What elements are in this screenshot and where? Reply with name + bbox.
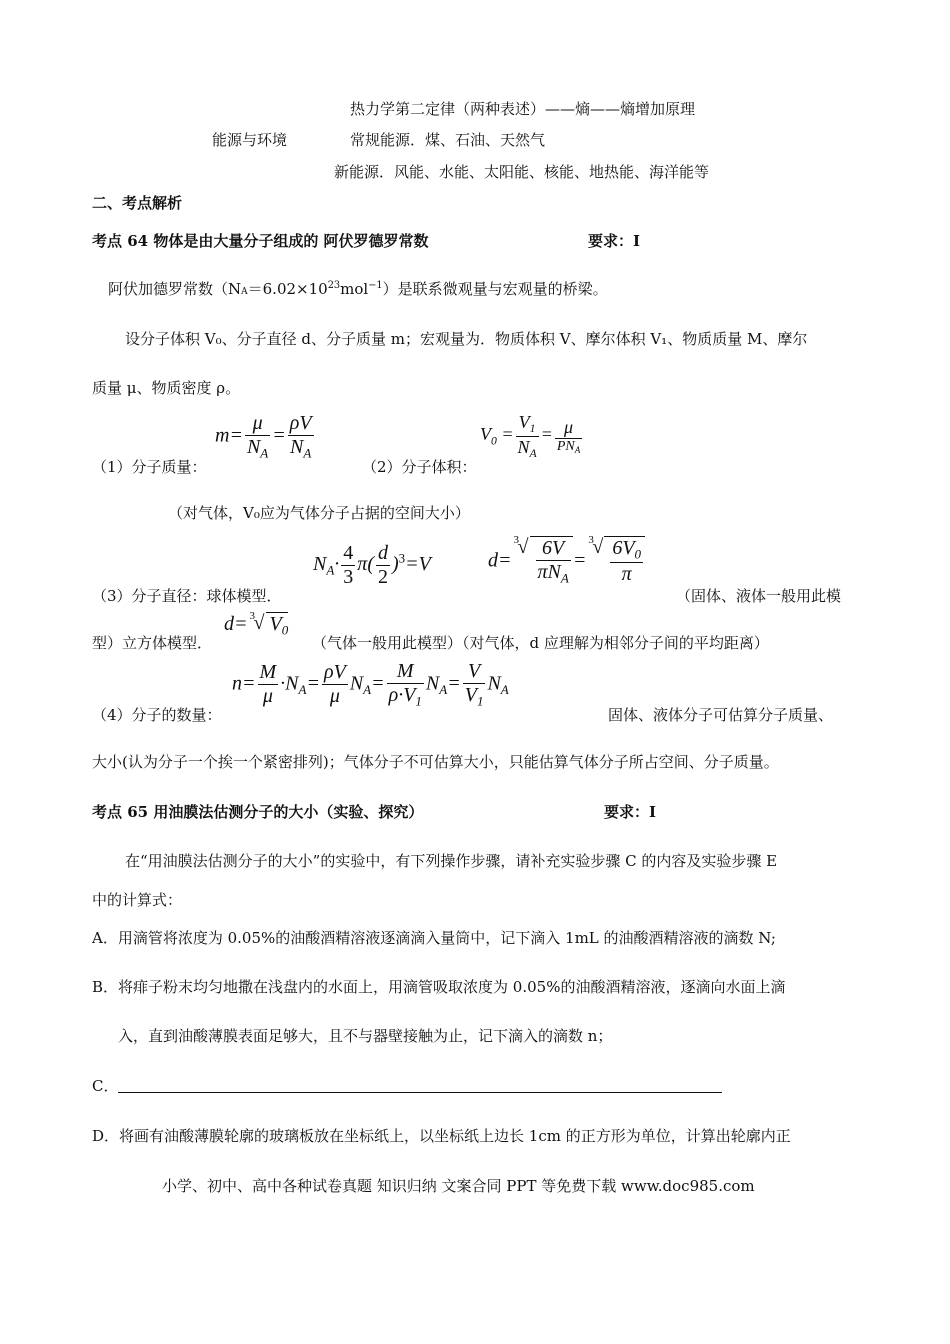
- formula-molecule-count: n= $\frac{M}{\mu}$ $\cdot N_A=$ $\frac{\rho V}{\mu}$ $N_A=$ $\frac{M}{\rho\cdot V_1}$ $N_A=$ $\frac{V}{V_1}$ $N_A$: [232, 660, 509, 709]
- outline-line-1: 热力学第二定律（两种表述）——熵——熵增加原理: [350, 100, 696, 118]
- kp65-title: 考点 65 用油膜法估测分子的大小（实验、探究）: [92, 803, 424, 821]
- item-cube-model-tail: （气体一般用此模型）（对气体，d 应理解为相邻分子间的平均距离）: [312, 634, 769, 652]
- kp64-definitions-cont: 质量 μ、物质密度 ρ。: [92, 379, 241, 397]
- outline-energy-label: 能源与环境: [212, 131, 288, 149]
- note-gas-volume: （对气体，V₀应为气体分子占据的空间大小）: [168, 504, 470, 522]
- step-c-blank-line[interactable]: [118, 1092, 722, 1093]
- outline-line-3: 新能源．风能、水能、太阳能、核能、地热能、海洋能等: [334, 163, 710, 181]
- item-molecule-volume-label: （2）分子体积：: [362, 458, 477, 476]
- footer-text: 小学、初中、高中各种试卷真题 知识归纳 文案合同 PPT 等免费下载 www.doc985.com: [162, 1177, 755, 1195]
- formula-diameter: d= 3 √ $\frac{6V}{\pi N_A}$ = 3 √ $\frac{6V_0}{\pi}$: [488, 536, 645, 586]
- formula-molecule-volume: $V_0$ = $\frac{V_1}{N_A}$ = $\frac{\mu}{PN_A}$: [480, 412, 581, 460]
- formula-cube-model: d= 3 √ $V_0$: [224, 610, 289, 638]
- formula-molecule-mass: m= $\frac{\mu}{N_A}$ = $\frac{\rho V}{N_A}$: [215, 412, 312, 461]
- kp64-avogadro-paragraph: 阿伏加德罗常数$(NA=6.02\times 10^{23}mol^{-1})$是联系微观量与宏观量的桥梁。: [108, 280, 608, 298]
- step-a: A．用滴管将浓度为 0.05%的油酸酒精溶液逐滴滴入量筒中，记下滴入 1mL 的油酸酒精溶液的滴数 N;: [92, 929, 776, 947]
- item-diameter-label: （3）分子直径：球体模型．: [92, 587, 282, 605]
- item-count-label: （4）分子的数量：: [92, 706, 222, 724]
- section-title: 二、考点解析: [92, 194, 183, 212]
- kp64-last-paragraph: 大小(认为分子一个挨一个紧密排列)；气体分子不可估算大小，只能估算气体分子所占空间、分子质量。: [92, 753, 779, 771]
- step-d: D．将画有油酸薄膜轮廓的玻璃板放在坐标纸上，以坐标纸上边长 1cm 的正方形为单位，计算出轮廓内正: [92, 1127, 791, 1145]
- kp64-requirement: 要求：Ⅰ: [588, 232, 641, 250]
- kp65-intro-cont: 中的计算式：: [92, 891, 183, 909]
- outline-line-2: 常规能源．煤、石油、天然气: [350, 131, 546, 149]
- step-b: B．将痱子粉末均匀地撒在浅盘内的水面上，用滴管吸取浓度为 0.05%的油酸酒精溶液，逐滴向水面上滴: [92, 978, 786, 996]
- formula-sphere-model: $N_A\cdot$ $\frac{4}{3}$ π( $\frac{d}{2}$ )$^3$=V: [313, 542, 431, 588]
- step-b-cont: 入，直到油酸薄膜表面足够大，且不与器壁接触为止，记下滴入的滴数 n；: [118, 1027, 613, 1045]
- kp64-definitions: 设分子体积 V₀、分子直径 d、分子质量 m；宏观量为．物质体积 V、摩尔体积 V₁、物质质量 M、摩尔: [125, 330, 808, 348]
- kp65-requirement: 要求：Ⅰ: [604, 803, 657, 821]
- kp64-title: 考点 64 物体是由大量分子组成的 阿伏罗德罗常数: [92, 232, 429, 250]
- item-molecule-mass-label: （1）分子质量：: [92, 458, 207, 476]
- kp65-intro: 在“用油膜法估测分子的大小”的实验中，有下列操作步骤，请补充实验步骤 C 的内容及实验步骤 E: [125, 852, 778, 870]
- item-cube-model-label: 型）立方体模型．: [92, 634, 213, 652]
- item-diameter-tail: （固体、液体一般用此模: [676, 587, 842, 605]
- step-c-label: C．: [92, 1077, 119, 1095]
- item-count-tail: 固体、液体分子可估算分子质量、: [608, 706, 834, 724]
